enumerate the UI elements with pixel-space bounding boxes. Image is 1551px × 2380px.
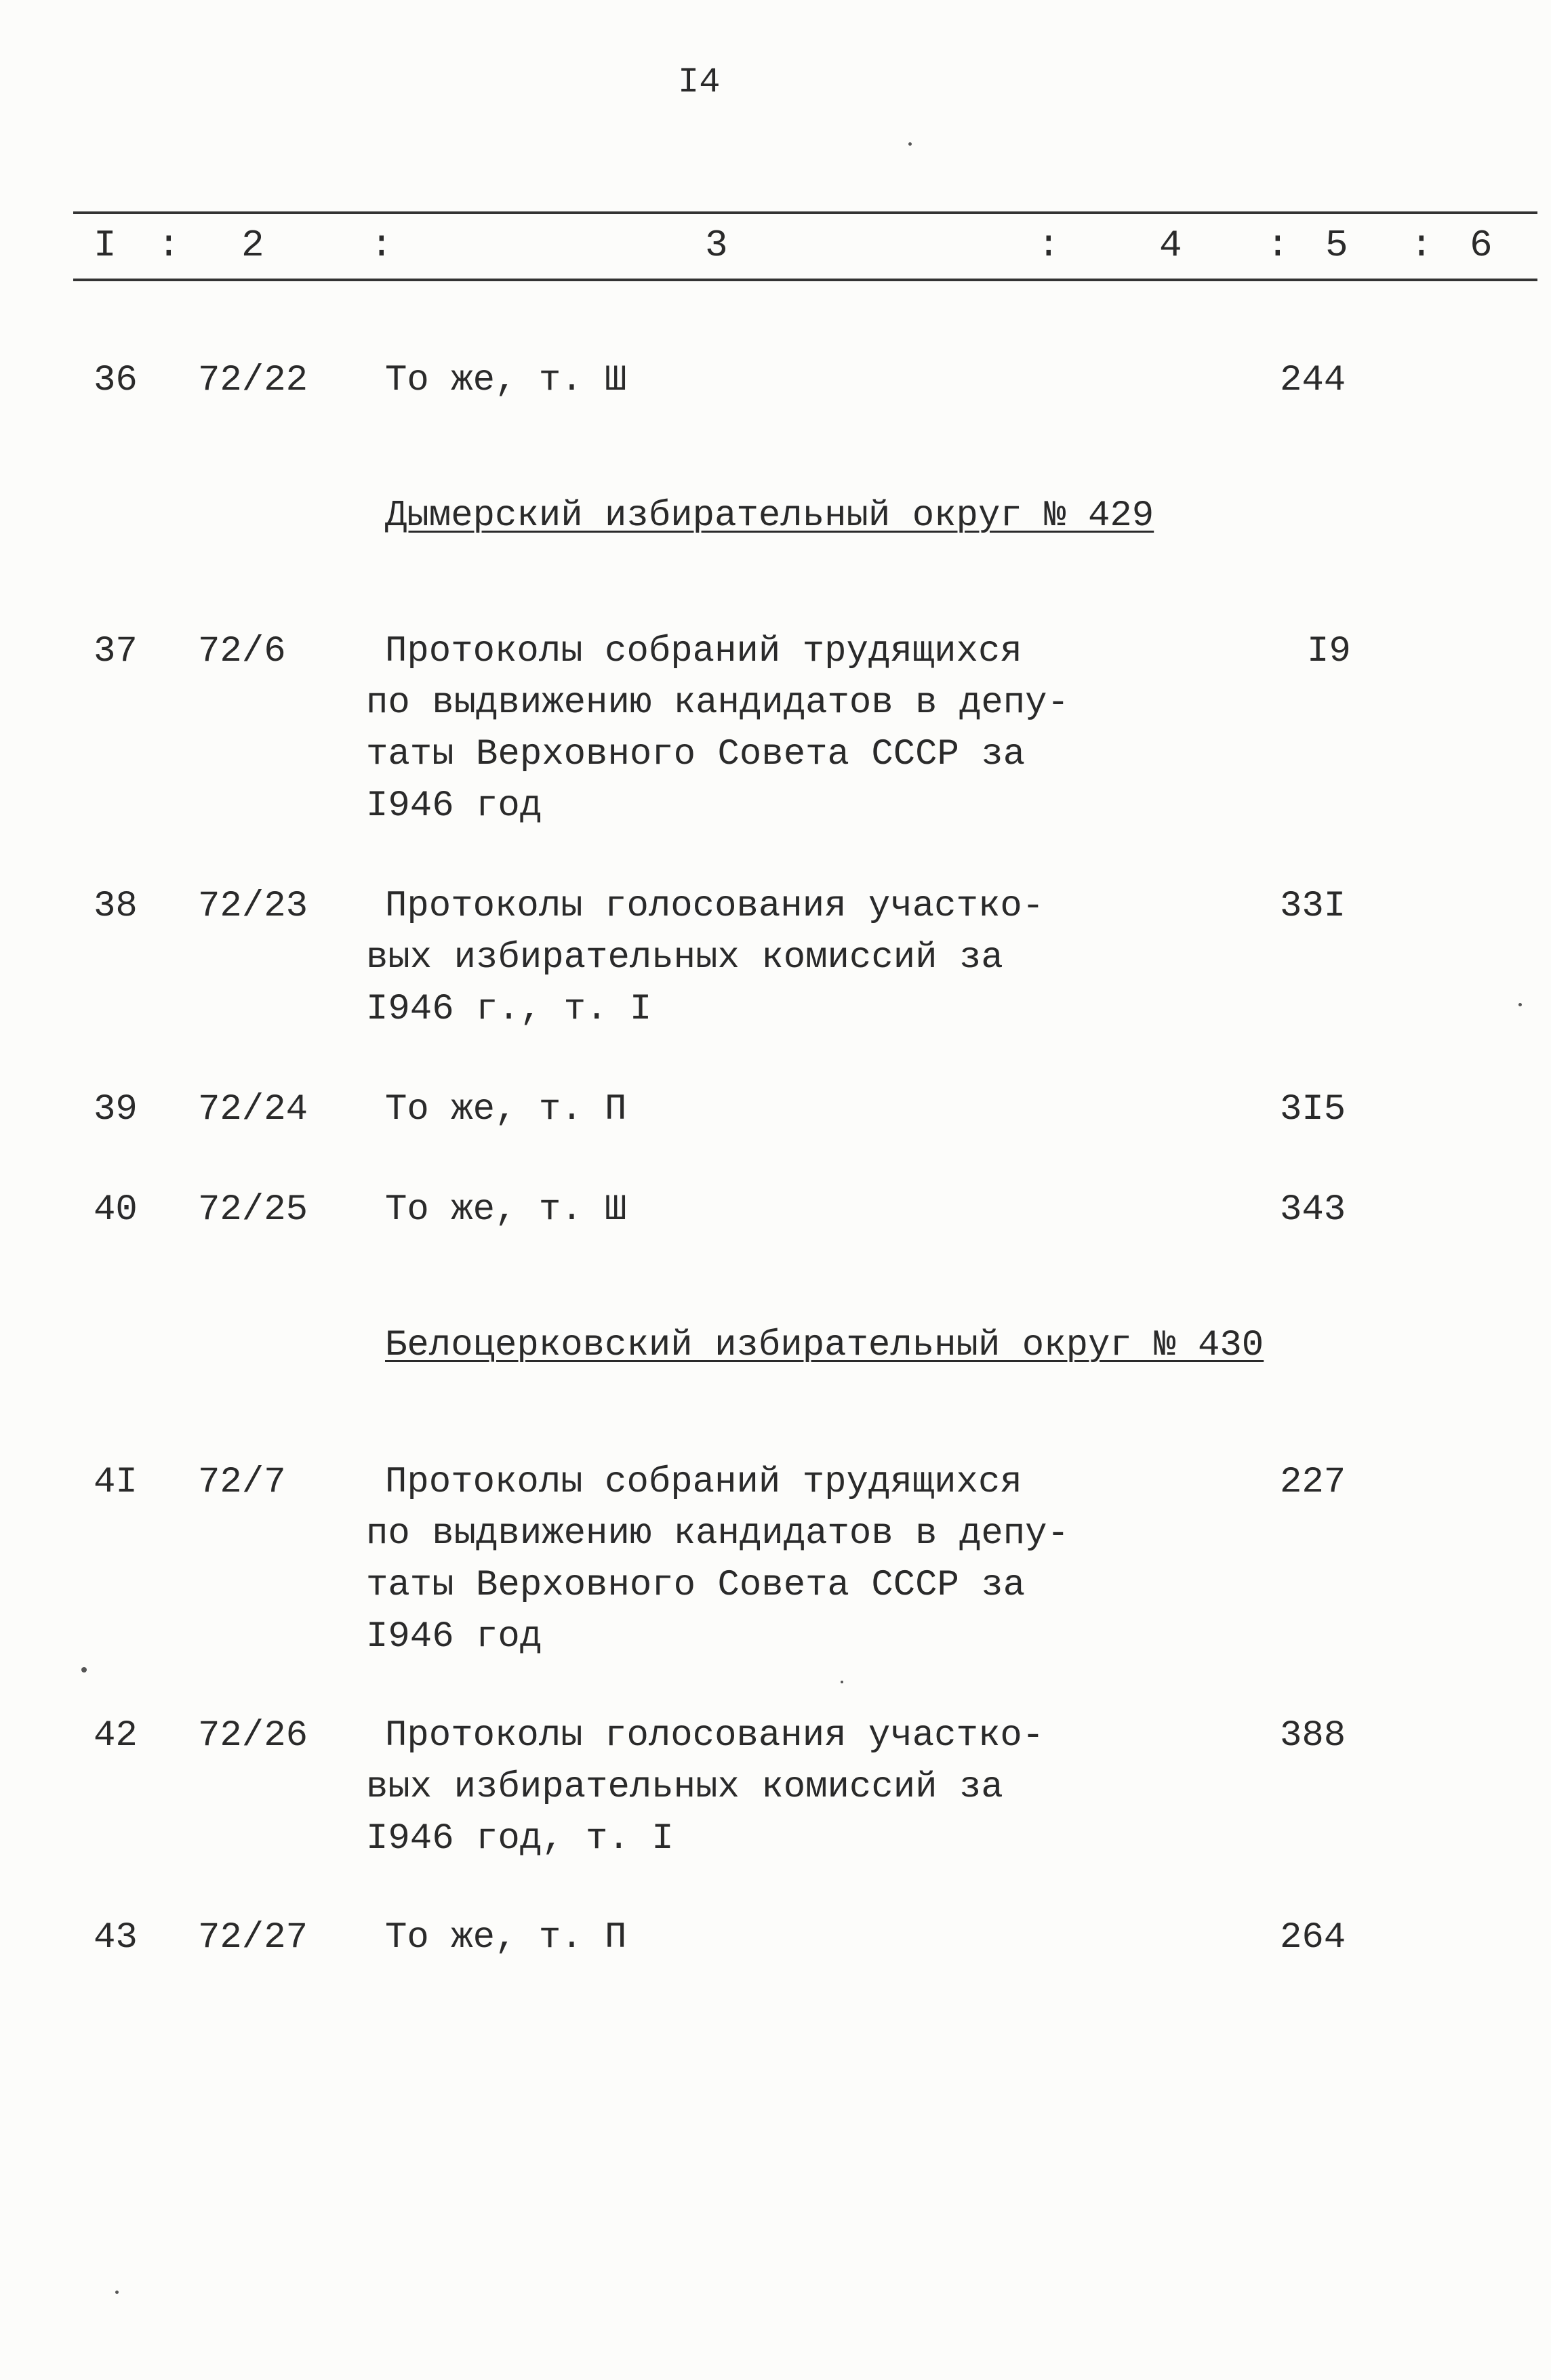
row-description-line: вых избирательных комиссий за (366, 937, 1003, 979)
row-number: 39 (94, 1089, 138, 1130)
row-code: 72/27 (198, 1917, 308, 1958)
row-description: То же, т. Ш (385, 1189, 627, 1231)
row-code: 72/24 (198, 1089, 308, 1130)
column-header-6: 6 (1470, 224, 1493, 267)
row-pages: 33I (1280, 886, 1346, 927)
row-pages: 3I5 (1280, 1089, 1346, 1130)
row-description: То же, т. П (385, 1917, 627, 1958)
row-description-line: таты Верховного Совета СССР за (366, 1565, 1026, 1606)
row-pages: 388 (1280, 1715, 1346, 1757)
row-number: 40 (94, 1189, 138, 1231)
column-header-2: 2 (241, 224, 264, 267)
column-separator: : (370, 224, 393, 267)
column-separator: : (1410, 224, 1433, 267)
row-description-line: вых избирательных комиссий за (366, 1767, 1003, 1808)
row-code: 72/23 (198, 886, 308, 927)
row-description-line: по выдвижению кандидатов в депу- (366, 682, 1069, 724)
row-description-line: Протоколы собраний трудящихся (385, 631, 1022, 672)
row-number: 37 (94, 631, 138, 672)
row-code: 72/7 (198, 1462, 286, 1503)
row-pages: 227 (1280, 1462, 1346, 1503)
page-number: I4 (678, 62, 721, 102)
row-pages: 343 (1280, 1189, 1346, 1231)
row-description-line: Протоколы собраний трудящихся (385, 1462, 1022, 1503)
row-description-line: I946 год (366, 785, 542, 827)
row-number: 43 (94, 1917, 138, 1958)
column-separator: : (1266, 224, 1289, 267)
row-number: 4I (94, 1462, 138, 1503)
district-heading: Белоцерковский избирательный округ № 430 (385, 1325, 1264, 1366)
column-separator: : (157, 224, 180, 267)
column-header-4: 4 (1159, 224, 1182, 267)
row-description-line: таты Верховного Совета СССР за (366, 734, 1026, 775)
row-number: 38 (94, 886, 138, 927)
header-rule-bottom (73, 279, 1537, 281)
row-description-line: Протоколы голосования участко- (385, 1715, 1045, 1757)
row-number: 42 (94, 1715, 138, 1757)
column-separator: : (1037, 224, 1060, 267)
scan-speck (908, 142, 912, 146)
column-header-5: 5 (1325, 224, 1348, 267)
column-header-3: 3 (705, 224, 728, 267)
row-description-line: I946 г., т. I (366, 989, 652, 1030)
row-description-line: Протоколы голосования участко- (385, 886, 1045, 927)
row-code: 72/22 (198, 360, 308, 401)
row-pages: I9 (1307, 631, 1351, 672)
scan-speck (841, 1681, 843, 1683)
scan-speck (115, 2291, 119, 2294)
scan-speck (81, 1667, 87, 1673)
row-pages: 244 (1280, 360, 1346, 401)
header-rule-top (73, 211, 1537, 214)
scan-speck (1518, 1003, 1522, 1006)
row-description-line: I946 год, т. I (366, 1818, 674, 1860)
row-description-line: I946 год (366, 1616, 542, 1658)
row-description: То же, т. П (385, 1089, 627, 1130)
district-heading: Дымерский избирательный округ № 429 (385, 495, 1154, 537)
row-code: 72/6 (198, 631, 286, 672)
row-pages: 264 (1280, 1917, 1346, 1958)
row-number: 36 (94, 360, 138, 401)
column-header-1: I (94, 224, 117, 267)
row-code: 72/25 (198, 1189, 308, 1231)
row-description-line: по выдвижению кандидатов в депу- (366, 1513, 1069, 1555)
row-code: 72/26 (198, 1715, 308, 1757)
row-description: То же, т. Ш (385, 360, 627, 401)
